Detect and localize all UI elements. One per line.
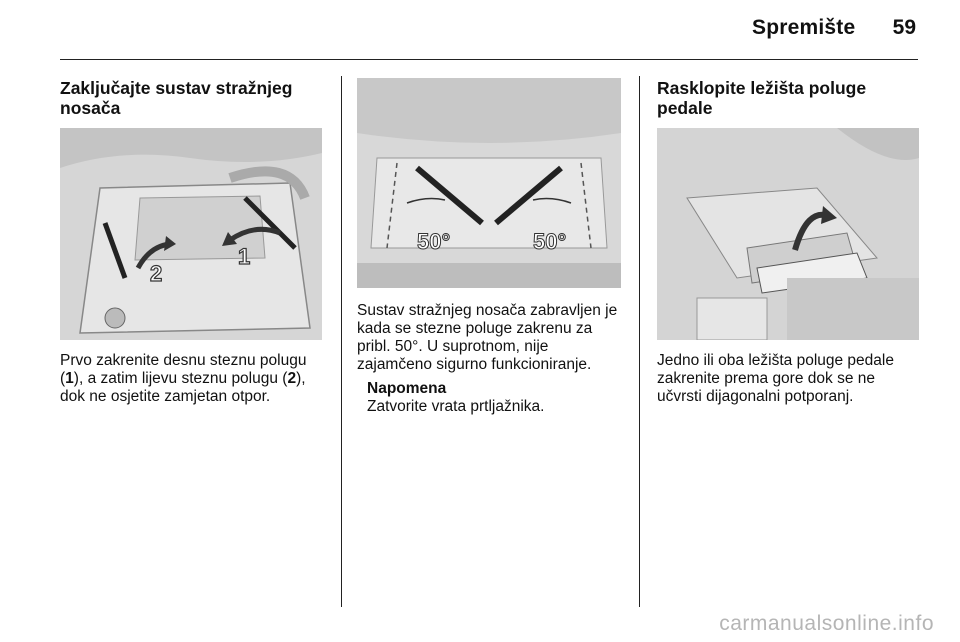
column-1-heading: Zaključajte sustav stražnjeg nosača [60,78,293,118]
column-1-body: Prvo zakrenite desnu steznu polugu (1), a zatim lijevu steznu polugu (2), dok ne osjetite zamjetan otpor. [60,352,307,405]
callout-1: 1 [238,244,251,269]
column-1 [60,78,310,118]
section-title: Spremište [752,16,856,39]
column-divider-2 [639,76,640,607]
column-3-heading: Rasklopite ležišta poluge pedale [657,78,867,118]
page-number: 59 [892,16,916,39]
watermark: carmanualsonline.info [719,612,934,635]
figure-lever-angle [357,78,621,288]
figure-rear-carrier-levers [60,128,322,340]
header-divider [60,59,918,60]
figure-illustration [60,128,322,340]
column-3-body: Jedno ili oba ležišta poluge pedale zakrenite prema gore dok se ne učvrsti dijagonalni potporanj. [657,352,894,405]
figure-pedal-lever-cradles [657,128,919,340]
angle-label-right: 50° [533,229,567,254]
note-heading: Napomena [367,380,447,397]
figure-illustration [357,78,621,288]
column-2-body: Sustav stražnjeg nosača zabravljen je kada se stezne poluge zakrenu za pribl. 50°. U suprotnom, nije zajamčeno sigurno funkcioniranje. [357,302,618,373]
figure-illustration [657,128,919,340]
column-3 [657,78,907,118]
column-divider-1 [341,76,342,607]
note-text: Zatvorite vrata prtljažnika. [367,398,545,415]
angle-label-left: 50° [417,229,451,254]
callout-2: 2 [150,261,163,286]
